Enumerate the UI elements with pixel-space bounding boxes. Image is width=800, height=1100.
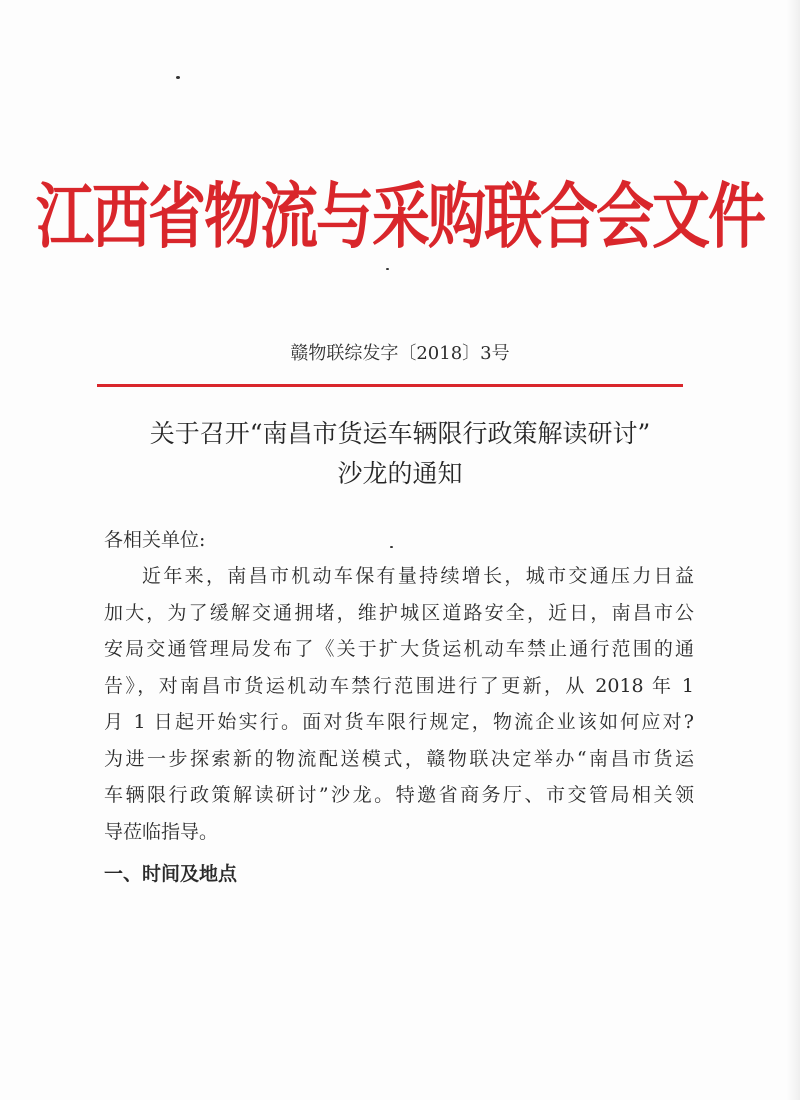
- paragraph-line: 告》，对南昌市货运机动车禁行范围进行了更新，从 2018 年 1: [104, 674, 694, 697]
- paragraph-line: 车辆限行政策解读研讨”沙龙。特邀省商务厅、市交管局相关领: [104, 784, 694, 806]
- section-heading-time-location: 一、时间及地点: [104, 863, 238, 885]
- red-divider-line: [97, 384, 683, 387]
- notice-title-line: 关于召开“南昌市货运车辆限行政策解读研讨”: [149, 419, 651, 448]
- scan-speck: [386, 268, 389, 270]
- issuer-header-title: 江西省物流与采购联合会文件: [35, 175, 764, 259]
- document-body: [104, 522, 694, 896]
- paragraph-line: 月 1 日起开始实行。面对货车限行规定，物流企业该如何应对?: [104, 711, 694, 733]
- document-number: 赣物联综发字〔2018〕3号: [290, 343, 510, 364]
- notice-title: [0, 414, 800, 494]
- notice-title-line: 沙龙的通知: [337, 459, 463, 488]
- salutation: 各相关单位:: [104, 529, 206, 551]
- paragraph-line: 导莅临指导。: [104, 820, 219, 843]
- scan-speck: [176, 76, 180, 79]
- paragraph-line: 近年来，南昌市机动车保有量持续增长，城市交通压力日益: [142, 565, 694, 587]
- paragraph-line: 加大，为了缓解交通拥堵，维护城区道路安全，近日，南昌市公: [104, 601, 694, 624]
- paragraph-line: 安局交通管理局发布了《关于扩大货运机动车禁止通行范围的通: [104, 638, 694, 660]
- paragraph-line: 为进一步探索新的物流配送模式，赣物联决定举办“南昌市货运: [104, 747, 694, 770]
- scan-edge-shadow: [786, 0, 800, 1100]
- body-paragraph: [104, 558, 694, 850]
